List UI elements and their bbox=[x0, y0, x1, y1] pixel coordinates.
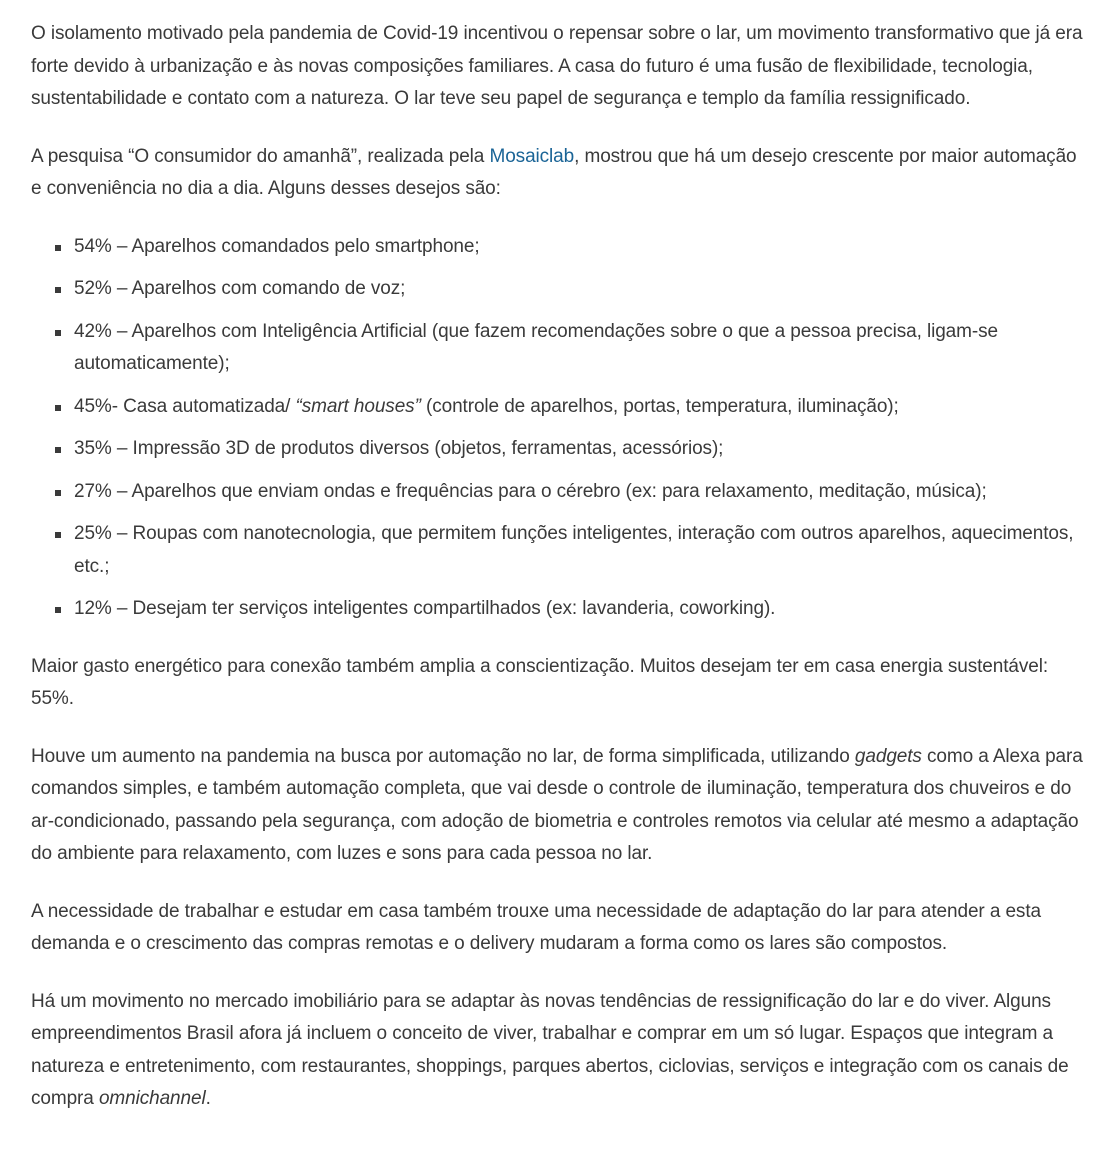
bullet-square-icon bbox=[55, 532, 61, 538]
paragraph-energy-text: Maior gasto energético para conexão também amplia a conscientização. Muitos desejam ter em casa energia sustentável: 55%. bbox=[31, 655, 1049, 709]
paragraph-real-estate-text-start: Há um movimento no mercado imobiliário para se adaptar às novas tendências de ressignificação do lar e do viver. Alguns empreendimentos Brasil afora já incluem o conceito de viver, trabalhar e comprar em um só lugar. Espaços que integram a natureza e entretenimento, com restaurantes, shoppings, parques abertos, ciclovias, serviços e integração com os canais de compra bbox=[31, 990, 1069, 1109]
list-item-text: 52% – Aparelhos com comando de voz; bbox=[74, 278, 406, 299]
paragraph-work-study-text: A necessidade de trabalhar e estudar em casa também trouxe uma necessidade de adaptação do lar para atender a esta demanda e o crescimento das compras remotas e o delivery mudaram a forma como os lares são compostos. bbox=[31, 900, 1041, 954]
list-item-text: 12% – Desejam ter serviços inteligentes compartilhados (ex: lavanderia, coworking). bbox=[74, 598, 776, 619]
paragraph-automation-text-start: Houve um aumento na pandemia na busca por automação no lar, de forma simplificada, utilizando bbox=[31, 745, 855, 767]
list-item bbox=[31, 391, 1089, 424]
paragraph-automation bbox=[31, 741, 1089, 871]
paragraph-automation-emphasis: gadgets bbox=[854, 745, 922, 767]
list-item bbox=[31, 476, 1089, 509]
list-item-text: 42% – Aparelhos com Inteligência Artificial (que fazem recomendações sobre o que a pessoa precisa, ligam-se automaticamente); bbox=[74, 320, 998, 374]
list-item bbox=[31, 231, 1089, 264]
list-item-text: 35% – Impressão 3D de produtos diversos (objetos, ferramentas, acessórios); bbox=[74, 438, 724, 459]
bullet-square-icon bbox=[55, 405, 61, 411]
bullet-square-icon bbox=[55, 287, 61, 293]
list-item bbox=[31, 433, 1089, 466]
paragraph-intro-text: O isolamento motivado pela pandemia de Covid-19 incentivou o repensar sobre o lar, um movimento transformativo que já era forte devido à urbanização e às novas composições familiares. A casa do futuro é uma fusão de flexibilidade, tecnologia, sustentabilidade e contato com a natureza. O lar teve seu papel de segurança e templo da família ressignificado. bbox=[31, 23, 1083, 109]
paragraph-energy bbox=[31, 651, 1089, 716]
paragraph-research-text-start: A pesquisa “O consumidor do amanhã”, realizada pela bbox=[31, 145, 490, 167]
bullet-square-icon bbox=[55, 330, 61, 336]
paragraph-real-estate bbox=[31, 986, 1089, 1116]
paragraph-work-study bbox=[31, 896, 1089, 961]
bullet-square-icon bbox=[55, 490, 61, 496]
list-item-text: 27% – Aparelhos que enviam ondas e frequências para o cérebro (ex: para relaxamento, meditação, música); bbox=[74, 480, 987, 502]
list-item-text: 25% – Roupas com nanotecnologia, que permitem funções inteligentes, interação com outros aparelhos, aquecimentos, etc.; bbox=[74, 523, 1074, 577]
paragraph-automation-text-end: como a Alexa para comandos simples, e também automação completa, que vai desde o controle de iluminação, temperatura dos chuveiros e do ar-condicionado, passando pela segurança, com adoção de biometria e controles remotos via celular até mesmo a adaptação do ambiente para relaxamento, com luzes e sons para cada pessoa no lar. bbox=[31, 745, 1083, 864]
paragraph-real-estate-emphasis: omnichannel bbox=[98, 1088, 206, 1109]
paragraph-real-estate-text-end: . bbox=[205, 1088, 211, 1109]
paragraph-research-text-end: , mostrou que há um desejo crescente por maior automação e conveniência no dia a dia. Alguns desses desejos são: bbox=[31, 145, 1077, 199]
bullet-square-icon bbox=[55, 447, 61, 453]
list-item-emphasis: “smart houses” bbox=[295, 395, 421, 417]
bullet-square-icon bbox=[55, 245, 61, 251]
list-item bbox=[31, 273, 1089, 306]
list-item-text: 54% – Aparelhos comandados pelo smartphone; bbox=[74, 235, 480, 257]
mosaiclab-link[interactable]: Mosaiclab bbox=[489, 145, 575, 167]
list-item-text-start: 45%- Casa automatizada/ bbox=[74, 395, 296, 417]
list-item bbox=[31, 518, 1089, 583]
list-item-text-end: (controle de aparelhos, portas, temperatura, iluminação); bbox=[420, 395, 899, 417]
bullet-square-icon bbox=[55, 607, 61, 613]
list-item bbox=[31, 316, 1089, 381]
paragraph-intro bbox=[31, 18, 1089, 116]
paragraph-research bbox=[31, 141, 1089, 206]
list-item bbox=[31, 593, 1089, 626]
desires-list bbox=[31, 231, 1089, 626]
